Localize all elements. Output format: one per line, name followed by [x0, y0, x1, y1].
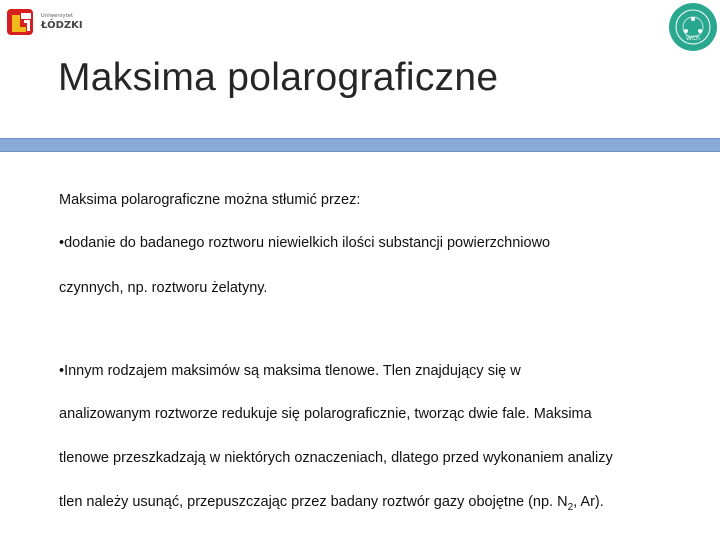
university-logo	[6, 7, 83, 37]
bullet-2-line-4	[59, 494, 604, 513]
nitrogen-subscript: 2	[567, 501, 574, 513]
bullet-2-line-2: analizowanym roztworze redukuje się polarograficznie, tworząc dwie fale. Maksima	[59, 406, 592, 422]
logo-name: ŁÓDZKI	[41, 19, 83, 31]
bullet-1-line-1: •dodanie do badanego roztworu niewielkich ilości substancji powierzchniowo	[59, 235, 551, 251]
logo-small-text: Uniwersytet	[41, 12, 74, 19]
bullet-1-line-2: czynnych, np. roztworu żelatyny.	[59, 280, 268, 296]
faculty-badge-icon	[668, 2, 718, 52]
bullet-2-line-1: •Innym rodzajem maksimów są maksima tlenowe. Tlen znajdujący się w	[59, 363, 521, 379]
bullet-2-line-3: tlenowe przeszkadzają w niektórych oznaczeniach, dlatego przed wykonaniem analizy	[59, 450, 613, 466]
badge-center-text: WCh	[686, 35, 700, 42]
title-divider	[0, 138, 720, 152]
slide-title: Maksima polarograficzne	[58, 56, 499, 99]
university-emblem-icon	[6, 7, 36, 37]
last-line-before: tlen należy usunąć, przepuszczając przez badany roztwór gazy obojętne (np. N	[59, 494, 568, 510]
last-line-after: , Ar).	[573, 494, 604, 510]
intro-line: Maksima polarograficzne można stłumić przez:	[59, 192, 361, 208]
